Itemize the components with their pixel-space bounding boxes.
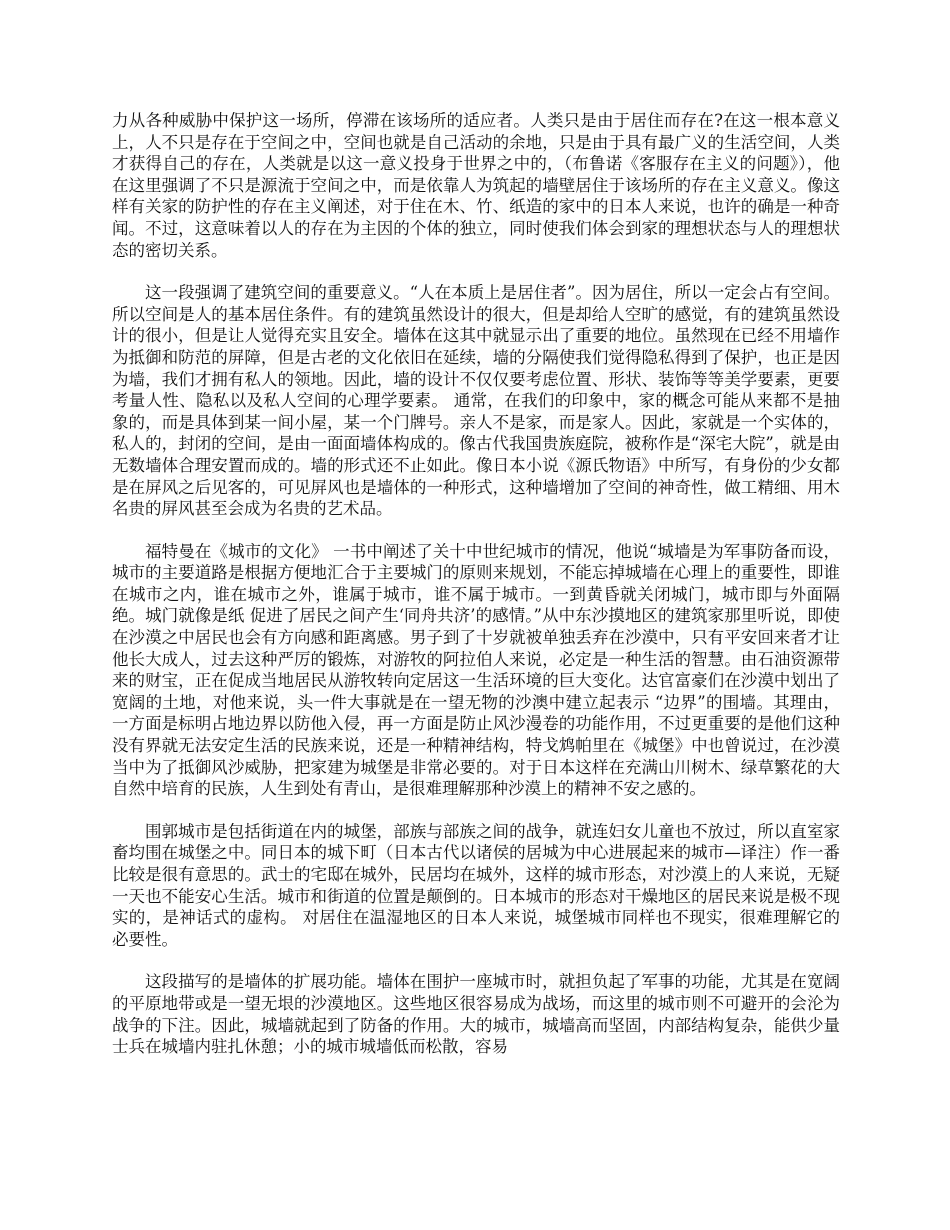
paragraph-4: 围郭城市是包括街道在内的城堡，部族与部族之间的战争，就连妇女儿童也不放过，所以直室家畜均围在城堡之中。同日本的城下町（日本古代以诸侯的居城为中心进展起来的城市—译注）作一番比较是很有意思的。武士的宅邸在城外，民居均在城外，这样的城市形态，对沙漠上的人来说，无疑一天也不能安心生活。城市和街道的位置是颠倒的。日本城市的形态对干燥地区的居民来说是极不现实的，是神话式的虚构。 对居住在温湿地区的日本人来说，城堡城市同样也不现实，很难理解它的必要性。 xyxy=(112,821,840,949)
paragraph-3: 福特曼在《城市的文化》 一书中阐述了关十中世纪城市的情况，他说“城墙是为军事防备而设，城市的主要道路是根据方便地汇合于主要城门的原则来规划，不能忘掉城墙在心理上的重要性，即谁在城市之内，谁在城市之外，谁属于城市，谁不属于城市。一到黄昏就关闭城门，城市即与外面隔绝。城门就像是纸 促进了居民之间产生‘同舟共济’的感情。”从中东沙摸地区的建筑家那里听说，即使在沙漠之中居民也会有方向感和距离感。男子到了十岁就被单独丢弃在沙漠中，只有平安回来者才让他长大成人，过去这种严厉的锻炼，对游牧的阿拉伯人来说，必定是一种生活的智慧。由石油资源带来的财宝，正在促成当地居民从游牧转向定居这一生活环境的巨大变化。达官富豪们在沙漠中划出了宽阔的土地，对他来说，头一件大事就是在一望无物的沙澳中建立起表示 “边界”的围墙。其理由，一方面是标明占地边界以防他入侵，再一方面是防止风沙漫卷的功能作用，不过更重要的是他们这种没有界就无法安定生活的民族来说，还是一种精神结构，特戈鸩帕里在《城堡》中也曾说过，在沙漠当中为了抵御风沙威胁，把家建为城堡是非常必要的。对于日本这样在充满山川树木、绿草繁花的大自然中培育的民族，人生到处有青山，是很难理解那种沙漠上的精神不安之感的。 xyxy=(112,541,840,799)
paragraph-1: 力从各种威胁中保护这一场所，停滞在该场所的适应者。人类只是由于居住而存在?在这一根本意义上，人不只是存在于空间之中，空间也就是自己活动的余地，只是由于具有最广义的生活空间，人类才获得自己的存在，人类就是以这一意义投身于世界之中的，（布鲁诺《客服存在主义的问题》），他在这里强调了不只是源流于空间之中，而是依靠人为筑起的墙壁居住于该场所的存在主义意义。像这样有关家的防护性的存在主义阐述，对于住在木、竹、纸造的家中的日本人来说，也许的确是一种奇闻。不过，这意味着以人的存在为主因的个体的独立，同时使我们体会到家的理想状态与人的理想状态的密切关系。 xyxy=(112,111,840,260)
document-body xyxy=(112,110,840,1079)
paragraph-5: 这段描写的是墙体的扩展功能。墙体在围护一座城市时，就担负起了军事的功能，尤其是在宽阔的平原地带或是一望无垠的沙漠地区。这些地区很容易成为战场，而这里的城市则不可避开的会沦为战争的下注。因此，城墙就起到了防备的作用。大的城市，城墙高而坚固，内部结构复杂，能供少量士兵在城墙内驻扎休憩；小的城市城墙低而松散，容易 xyxy=(112,972,840,1057)
paragraph-2: 这一段强调了建筑空间的重要意义。“人在本质上是居住者”。因为居住，所以一定会占有空间。所以空间是人的基本居住条件。有的建筑虽然设计的很大，但是却给人空旷的感觉，有的建筑虽然设计的很小，但是让人觉得充实且安全。墙体在这其中就显示出了重要的地位。虽然现在已经不用墙作为抵御和防范的屏障，但是古老的文化依旧在延续，墙的分隔使我们觉得隐私得到了保护，也正是因为墙，我们才拥有私人的领地。因此，墙的设计不仅仅要考虑位置、形状、装饰等等美学要素，更要考量人性、隐私以及私人空间的心理学要素。 通常，在我们的印象中，家的概念可能从来都不是抽象的，而是具体到某一间小屋，某一个门牌号。亲人不是家，而是家人。因此，家就是一个实体的，私人的，封闭的空间，是由一面面墙体构成的。像古代我国贵族庭院，被称作是“深宅大院”，就是由无数墙体合理安置而成的。墙的形式还不止如此。像日本小说《源氏物语》中所写，有身份的少女都是在屏风之后见客的，可见屏风也是墙体的一种形式，这种墙增加了空间的神奇性，做工精细、用木名贵的屏风甚至会成为名贵的艺术品。 xyxy=(112,283,840,519)
